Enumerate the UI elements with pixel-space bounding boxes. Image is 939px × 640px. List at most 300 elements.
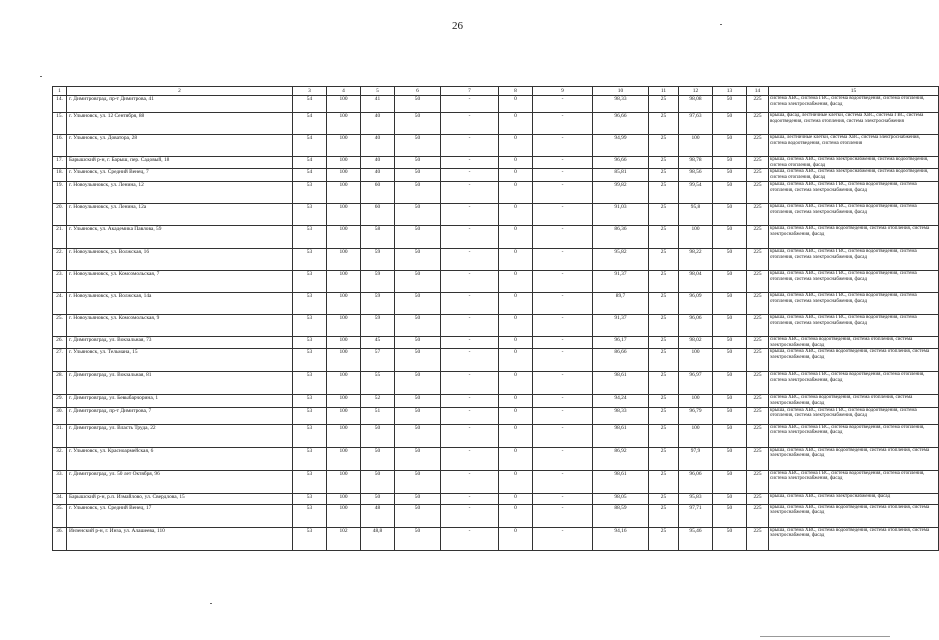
column-header: 1 — [53, 87, 67, 96]
value-cell: 100 — [679, 349, 713, 372]
value-cell: 41 — [361, 96, 395, 113]
value-cell: 95,46 — [679, 527, 713, 550]
row-number-cell: 35. — [53, 504, 67, 527]
works-cell: крыша, система ХВС, система водоотведения, система отопления, система электроснабжения, фасад — [769, 504, 939, 527]
value-cell: 225 — [747, 336, 769, 348]
value-cell: 54 — [293, 169, 327, 181]
table-row — [53, 203, 939, 225]
value-cell: - — [533, 292, 593, 314]
value-cell: 25 — [649, 372, 679, 395]
column-header: 13 — [713, 87, 747, 96]
value-cell: 25 — [649, 336, 679, 348]
value-cell: 50 — [395, 248, 441, 270]
value-cell: 97,9 — [679, 447, 713, 470]
value-cell: 50 — [713, 504, 747, 527]
value-cell: 50 — [395, 470, 441, 493]
value-cell: 25 — [649, 407, 679, 424]
column-header: 9 — [533, 87, 593, 96]
value-cell: 100 — [327, 292, 361, 314]
value-cell: 0 — [499, 292, 533, 314]
value-cell: 96,97 — [679, 372, 713, 395]
scan-mark — [210, 603, 212, 604]
value-cell: 25 — [649, 314, 679, 336]
table-row — [53, 395, 939, 407]
value-cell: 96,66 — [593, 113, 649, 135]
value-cell: 50 — [713, 181, 747, 203]
value-cell: - — [441, 470, 499, 493]
row-number-cell: 27. — [53, 349, 67, 372]
value-cell: 50 — [361, 447, 395, 470]
value-cell: 100 — [327, 493, 361, 504]
header-row — [53, 87, 939, 96]
value-cell: 54 — [293, 96, 327, 113]
value-cell: 60 — [361, 203, 395, 225]
value-cell: 98,02 — [679, 336, 713, 348]
value-cell: 95,83 — [679, 493, 713, 504]
value-cell: 98,04 — [679, 270, 713, 292]
value-cell: 100 — [679, 424, 713, 447]
address-cell: г. Новоульяновск, ул. Волжская, 16 — [67, 248, 293, 270]
column-header: 14 — [747, 87, 769, 96]
value-cell: 225 — [747, 407, 769, 424]
table-row — [53, 181, 939, 203]
row-number-cell: 15. — [53, 113, 67, 135]
value-cell: - — [441, 181, 499, 203]
value-cell: 50 — [395, 225, 441, 248]
value-cell: 25 — [649, 157, 679, 169]
value-cell: 40 — [361, 135, 395, 157]
table-body — [53, 96, 939, 551]
value-cell: 0 — [499, 447, 533, 470]
value-cell: - — [533, 314, 593, 336]
value-cell: 53 — [293, 372, 327, 395]
value-cell: 100 — [327, 113, 361, 135]
value-cell: 53 — [293, 225, 327, 248]
table-row — [53, 504, 939, 527]
value-cell: 91,37 — [593, 270, 649, 292]
value-cell: - — [441, 424, 499, 447]
value-cell: 0 — [499, 314, 533, 336]
value-cell: 25 — [649, 203, 679, 225]
page-number: 26 — [452, 20, 463, 32]
works-cell: крыша, система ХВС, система водоотведения, система отопления, система электроснабжения, фасад — [769, 447, 939, 470]
value-cell: - — [533, 225, 593, 248]
value-cell: - — [441, 270, 499, 292]
value-cell: - — [533, 181, 593, 203]
value-cell: 50 — [713, 527, 747, 550]
value-cell: 25 — [649, 504, 679, 527]
value-cell: - — [441, 349, 499, 372]
value-cell: 0 — [499, 96, 533, 113]
column-header: 7 — [441, 87, 499, 96]
row-number-cell: 31. — [53, 424, 67, 447]
works-cell: крыша, фасад, лестничные клетки, система ХВС, система ГВС, система водоотведения, система отопления, система электроснабжения — [769, 113, 939, 135]
value-cell: 50 — [395, 504, 441, 527]
value-cell: 85,81 — [593, 169, 649, 181]
works-cell: крыша, система ХВС, система ГВС, система водоотведения, система отопления, система электроснабжения, фасад — [769, 270, 939, 292]
address-cell: г. Димитровград, пр-т Димитрова, 7 — [67, 407, 293, 424]
row-number-cell: 23. — [53, 270, 67, 292]
value-cell: 50 — [395, 314, 441, 336]
value-cell: 50 — [395, 447, 441, 470]
row-number-cell: 19. — [53, 181, 67, 203]
value-cell: 225 — [747, 349, 769, 372]
value-cell: 0 — [499, 169, 533, 181]
value-cell: 225 — [747, 169, 769, 181]
works-cell: крыша, система ХВС, система ГВС, система водоотведения, система отопления, система электроснабжения, фасад — [769, 407, 939, 424]
value-cell: 52 — [361, 395, 395, 407]
value-cell: 100 — [679, 395, 713, 407]
value-cell: 50 — [713, 395, 747, 407]
value-cell: - — [441, 336, 499, 348]
value-cell: 96,66 — [593, 157, 649, 169]
value-cell: 100 — [327, 372, 361, 395]
address-cell: г. Димитровград, ул. 50 лет Октября, 96 — [67, 470, 293, 493]
value-cell: 53 — [293, 424, 327, 447]
value-cell: 95,82 — [593, 248, 649, 270]
value-cell: 50 — [361, 470, 395, 493]
value-cell: 100 — [327, 181, 361, 203]
value-cell: 225 — [747, 113, 769, 135]
address-cell: г. Ульяновск, ул. 12 Сентября, 88 — [67, 113, 293, 135]
address-cell: г. Новоульяновск, ул. Ленина, 12 — [67, 181, 293, 203]
row-number-cell: 26. — [53, 336, 67, 348]
value-cell: 53 — [293, 292, 327, 314]
value-cell: 225 — [747, 157, 769, 169]
value-cell: 0 — [499, 270, 533, 292]
register-table — [52, 86, 939, 551]
value-cell: 25 — [649, 470, 679, 493]
scan-edge — [760, 636, 890, 637]
value-cell: 53 — [293, 447, 327, 470]
column-header: 10 — [593, 87, 649, 96]
value-cell: 225 — [747, 292, 769, 314]
value-cell: 0 — [499, 203, 533, 225]
column-header: 3 — [293, 87, 327, 96]
value-cell: 25 — [649, 135, 679, 157]
value-cell: 100 — [679, 225, 713, 248]
row-number-cell: 36. — [53, 527, 67, 550]
works-cell: крыша, система ХВС, система электроснабжения, фасад — [769, 493, 939, 504]
value-cell: 225 — [747, 470, 769, 493]
table-row — [53, 349, 939, 372]
value-cell: - — [533, 157, 593, 169]
value-cell: 25 — [649, 96, 679, 113]
works-cell: система ХВС, система водоотведения, система отопления, система электроснабжения, фасад — [769, 395, 939, 407]
value-cell: 0 — [499, 470, 533, 493]
value-cell: 225 — [747, 504, 769, 527]
works-cell: крыша, система ХВС, система электроснабжения, система водоотведения, система отопления, фасад — [769, 169, 939, 181]
value-cell: 53 — [293, 395, 327, 407]
value-cell: 0 — [499, 225, 533, 248]
value-cell: - — [441, 407, 499, 424]
value-cell: 98,61 — [593, 470, 649, 493]
address-cell: г. Ульяновск, ул. Средний Венец, 7 — [67, 169, 293, 181]
value-cell: 100 — [327, 407, 361, 424]
value-cell: 0 — [499, 349, 533, 372]
value-cell: - — [533, 447, 593, 470]
address-cell: г. Ульяновск, ул. Красноармейская, 6 — [67, 447, 293, 470]
table-row — [53, 157, 939, 169]
table-row — [53, 113, 939, 135]
column-header: 11 — [649, 87, 679, 96]
value-cell: 225 — [747, 181, 769, 203]
value-cell: 50 — [713, 96, 747, 113]
value-cell: 100 — [327, 504, 361, 527]
value-cell: 0 — [499, 336, 533, 348]
value-cell: 100 — [327, 135, 361, 157]
value-cell: - — [533, 527, 593, 550]
value-cell: - — [533, 504, 593, 527]
value-cell: 100 — [679, 135, 713, 157]
column-header: 8 — [499, 87, 533, 96]
value-cell: 50 — [713, 493, 747, 504]
value-cell: - — [533, 113, 593, 135]
value-cell: 98,33 — [593, 96, 649, 113]
scan-mark — [40, 76, 42, 77]
table-row — [53, 470, 939, 493]
value-cell: 100 — [327, 203, 361, 225]
value-cell: 0 — [499, 372, 533, 395]
works-cell: система ХВС, система ГВС, система водоотведения, система отопления, система электроснабжения, фасад — [769, 372, 939, 395]
address-cell: Барышский р-н, г. Барыш, пер. Садовый, 18 — [67, 157, 293, 169]
value-cell: 50 — [395, 407, 441, 424]
value-cell: - — [533, 424, 593, 447]
table-row — [53, 336, 939, 348]
row-number-cell: 25. — [53, 314, 67, 336]
value-cell: 53 — [293, 470, 327, 493]
table-row — [53, 314, 939, 336]
value-cell: 50 — [361, 493, 395, 504]
address-cell: г. Димитровград, ул. Вокзальная, 73 — [67, 336, 293, 348]
address-cell: г. Ульяновск, ул. Тельмана, 15 — [67, 349, 293, 372]
value-cell: - — [533, 336, 593, 348]
value-cell: 100 — [327, 225, 361, 248]
address-cell: г. Новоульяновск, ул. Ленина, 12а — [67, 203, 293, 225]
value-cell: - — [441, 372, 499, 395]
value-cell: 50 — [395, 169, 441, 181]
value-cell: 86,66 — [593, 349, 649, 372]
value-cell: 50 — [395, 372, 441, 395]
value-cell: 225 — [747, 447, 769, 470]
address-cell: Инзенский р-н, г. Инза, ул. Алашеева, 110 — [67, 527, 293, 550]
value-cell: 50 — [395, 157, 441, 169]
works-cell: система ХВС, система ГВС, система водоотведения, система отопления, система электроснабжения, фасад — [769, 424, 939, 447]
value-cell: 225 — [747, 225, 769, 248]
address-cell: г. Димитровград, пр-т Димитрова, 41 — [67, 96, 293, 113]
value-cell: 96,06 — [679, 314, 713, 336]
value-cell: - — [441, 314, 499, 336]
address-cell: г. Димитровград, ул. Власть Труда, 22 — [67, 424, 293, 447]
value-cell: 0 — [499, 407, 533, 424]
value-cell: 100 — [327, 314, 361, 336]
value-cell: 97,63 — [679, 113, 713, 135]
works-cell: крыша, система ХВС, система электроснабжения, система водоотведения, система отопления, фасад — [769, 157, 939, 169]
row-number-cell: 18. — [53, 169, 67, 181]
value-cell: 50 — [713, 314, 747, 336]
works-cell: крыша, система ХВС, система водоотведения, система отопления, система электроснабжения, фасад — [769, 225, 939, 248]
value-cell: 53 — [293, 270, 327, 292]
value-cell: 48,8 — [361, 527, 395, 550]
works-cell: крыша, система ХВС, система ГВС, система водоотведения, система отопления, система электроснабжения, фасад — [769, 203, 939, 225]
address-cell: г. Ульяновск, ул. Средний Венец, 17 — [67, 504, 293, 527]
value-cell: 50 — [395, 113, 441, 135]
address-cell: г. Ульяновск, ул. Академика Павлова, 59 — [67, 225, 293, 248]
value-cell: 50 — [395, 96, 441, 113]
value-cell: - — [441, 157, 499, 169]
value-cell: - — [441, 493, 499, 504]
value-cell: 50 — [395, 349, 441, 372]
value-cell: 50 — [713, 470, 747, 493]
row-number-cell: 29. — [53, 395, 67, 407]
value-cell: 0 — [499, 181, 533, 203]
value-cell: 225 — [747, 270, 769, 292]
value-cell: 98,05 — [593, 493, 649, 504]
value-cell: 50 — [713, 336, 747, 348]
value-cell: 100 — [327, 349, 361, 372]
row-number-cell: 32. — [53, 447, 67, 470]
value-cell: 55 — [361, 372, 395, 395]
value-cell: 50 — [395, 395, 441, 407]
value-cell: - — [533, 470, 593, 493]
value-cell: 50 — [395, 527, 441, 550]
value-cell: 86,36 — [593, 225, 649, 248]
value-cell: 58 — [361, 225, 395, 248]
table-row — [53, 270, 939, 292]
address-cell: г. Димитровград, ул. Бевыбарчорина, 1 — [67, 395, 293, 407]
value-cell: 25 — [649, 493, 679, 504]
value-cell: 51 — [361, 407, 395, 424]
value-cell: 53 — [293, 407, 327, 424]
works-cell: крыша, система ХВС, система водоотведения, система отопления, система электроснабжения, фасад — [769, 349, 939, 372]
value-cell: 25 — [649, 292, 679, 314]
row-number-cell: 14. — [53, 96, 67, 113]
value-cell: 96,09 — [679, 292, 713, 314]
value-cell: 25 — [649, 169, 679, 181]
value-cell: - — [441, 113, 499, 135]
value-cell: 102 — [327, 527, 361, 550]
value-cell: - — [441, 447, 499, 470]
value-cell: 96,06 — [679, 470, 713, 493]
value-cell: 225 — [747, 493, 769, 504]
value-cell: 50 — [713, 157, 747, 169]
value-cell: 40 — [361, 157, 395, 169]
address-cell: г. Ульяновск, ул. Доватора, 28 — [67, 135, 293, 157]
value-cell: - — [441, 135, 499, 157]
value-cell: 50 — [713, 169, 747, 181]
value-cell: 0 — [499, 504, 533, 527]
value-cell: 57 — [361, 349, 395, 372]
value-cell: 53 — [293, 181, 327, 203]
column-header: 4 — [327, 87, 361, 96]
value-cell: 100 — [327, 395, 361, 407]
value-cell: 100 — [327, 447, 361, 470]
value-cell: 86,92 — [593, 447, 649, 470]
value-cell: 100 — [327, 336, 361, 348]
value-cell: 0 — [499, 424, 533, 447]
value-cell: 100 — [327, 470, 361, 493]
value-cell: 91,37 — [593, 314, 649, 336]
works-cell: система ХВС, система водоотведения, система отопления, система электроснабжения, фасад — [769, 336, 939, 348]
value-cell: - — [441, 169, 499, 181]
value-cell: - — [441, 248, 499, 270]
value-cell: 0 — [499, 248, 533, 270]
row-number-cell: 24. — [53, 292, 67, 314]
value-cell: 0 — [499, 135, 533, 157]
value-cell: 91,03 — [593, 203, 649, 225]
value-cell: - — [441, 203, 499, 225]
row-number-cell: 34. — [53, 493, 67, 504]
value-cell: 0 — [499, 395, 533, 407]
value-cell: - — [533, 493, 593, 504]
value-cell: 53 — [293, 527, 327, 550]
value-cell: 225 — [747, 395, 769, 407]
column-header: 15 — [769, 87, 939, 96]
value-cell: 50 — [713, 424, 747, 447]
table-row — [53, 225, 939, 248]
value-cell: 94,99 — [593, 135, 649, 157]
value-cell: 94,24 — [593, 395, 649, 407]
value-cell: 225 — [747, 135, 769, 157]
value-cell: - — [441, 292, 499, 314]
value-cell: 25 — [649, 424, 679, 447]
value-cell: 0 — [499, 113, 533, 135]
row-number-cell: 16. — [53, 135, 67, 157]
table-row — [53, 447, 939, 470]
value-cell: 25 — [649, 225, 679, 248]
value-cell: 225 — [747, 248, 769, 270]
value-cell: 97,71 — [679, 504, 713, 527]
value-cell: 98,61 — [593, 424, 649, 447]
value-cell: 50 — [395, 203, 441, 225]
works-cell: система ХВС, система ГВС, система водоотведения, система отопления, система электроснабжения, фасад — [769, 470, 939, 493]
value-cell: 100 — [327, 169, 361, 181]
value-cell: 98,22 — [679, 248, 713, 270]
value-cell: 98,61 — [593, 372, 649, 395]
value-cell: 95,8 — [679, 203, 713, 225]
table-row — [53, 493, 939, 504]
value-cell: - — [533, 270, 593, 292]
address-cell: г. Новоульяновск, ул. Волжская, 14а — [67, 292, 293, 314]
value-cell: 98,56 — [679, 169, 713, 181]
value-cell: 54 — [293, 113, 327, 135]
value-cell: - — [533, 407, 593, 424]
value-cell: 53 — [293, 336, 327, 348]
value-cell: 99,54 — [679, 181, 713, 203]
value-cell: - — [533, 248, 593, 270]
value-cell: 53 — [293, 349, 327, 372]
table-row — [53, 372, 939, 395]
row-number-cell: 20. — [53, 203, 67, 225]
value-cell: 50 — [395, 135, 441, 157]
value-cell: 54 — [293, 135, 327, 157]
value-cell: 0 — [499, 527, 533, 550]
table-row — [53, 424, 939, 447]
value-cell: 50 — [395, 424, 441, 447]
value-cell: 225 — [747, 372, 769, 395]
value-cell: 89,7 — [593, 292, 649, 314]
table-row — [53, 407, 939, 424]
table-row — [53, 96, 939, 113]
value-cell: - — [441, 395, 499, 407]
value-cell: 59 — [361, 292, 395, 314]
value-cell: 50 — [395, 336, 441, 348]
value-cell: 96,17 — [593, 336, 649, 348]
value-cell: 48 — [361, 504, 395, 527]
works-cell: крыша, система ХВС, система водоотведения, система отопления, система электроснабжения, фасад — [769, 527, 939, 550]
value-cell: 100 — [327, 96, 361, 113]
value-cell: 50 — [713, 248, 747, 270]
